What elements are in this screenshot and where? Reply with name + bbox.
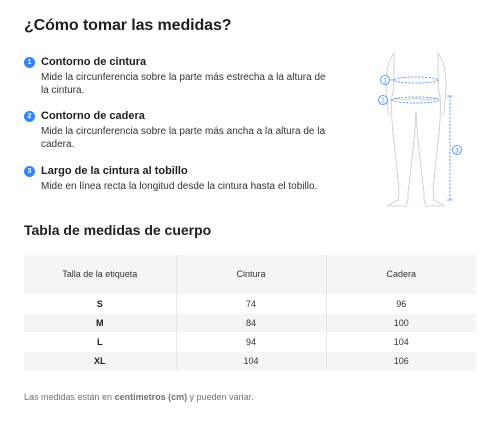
body-measurement-figure <box>372 52 472 212</box>
marker-2-label: 2 <box>381 98 385 105</box>
table-row <box>24 313 476 332</box>
marker-1 <box>381 76 390 85</box>
step-heading: Contorno de cadera <box>41 110 145 122</box>
hip-cell: 100 <box>326 313 476 332</box>
step-number-badge: 2 <box>24 111 35 122</box>
column-header-waist: Cintura <box>176 255 326 294</box>
hip-measure-line <box>390 97 439 103</box>
waist-measure-line <box>391 77 438 83</box>
table-row <box>24 332 476 351</box>
body-outline <box>386 52 446 206</box>
size-table <box>24 255 476 371</box>
step-number-badge: 1 <box>24 57 35 68</box>
waist-cell: 104 <box>176 351 326 370</box>
table-row <box>24 294 476 313</box>
step-number-badge: 3 <box>24 166 35 177</box>
step-heading: Contorno de cintura <box>41 56 147 68</box>
note-text-end: y pueden variar. <box>187 392 254 402</box>
length-measure-line <box>447 96 453 200</box>
marker-2 <box>379 96 388 105</box>
step-description: Mide en línea recta la longitud desde la cintura hasta el tobillo. <box>41 181 318 192</box>
table-title: Tabla de medidas de cuerpo <box>24 222 212 238</box>
hip-cell: 104 <box>326 332 476 351</box>
waist-cell: 84 <box>176 313 326 332</box>
step-description: Mide la circunferencia sobre la parte más ancha a la altura de la cadera. <box>41 126 326 150</box>
column-header-size: Talla de la etiqueta <box>24 255 176 294</box>
note-units: centímetros (cm) <box>114 392 188 402</box>
table-header-row <box>24 255 476 294</box>
step-description: Mide la circunferencia sobre la parte más estrecha a la altura de la cintura. <box>41 72 326 96</box>
column-header-hip: Cadera <box>326 255 476 294</box>
size-cell: S <box>24 294 176 313</box>
marker-3-label: 3 <box>455 148 459 155</box>
page-title: ¿Cómo tomar las medidas? <box>24 17 232 34</box>
marker-3 <box>453 146 462 155</box>
waist-cell: 74 <box>176 294 326 313</box>
table-row <box>24 351 476 370</box>
note-text: Las medidas están en <box>24 392 115 402</box>
marker-1-label: 1 <box>383 78 387 85</box>
size-cell: XL <box>24 351 176 370</box>
hip-cell: 106 <box>326 351 476 370</box>
waist-cell: 94 <box>176 332 326 351</box>
size-cell: M <box>24 313 176 332</box>
units-note <box>24 392 254 402</box>
step-heading: Largo de la cintura al tobillo <box>41 165 188 177</box>
size-cell: L <box>24 332 176 351</box>
hip-cell: 96 <box>326 294 476 313</box>
